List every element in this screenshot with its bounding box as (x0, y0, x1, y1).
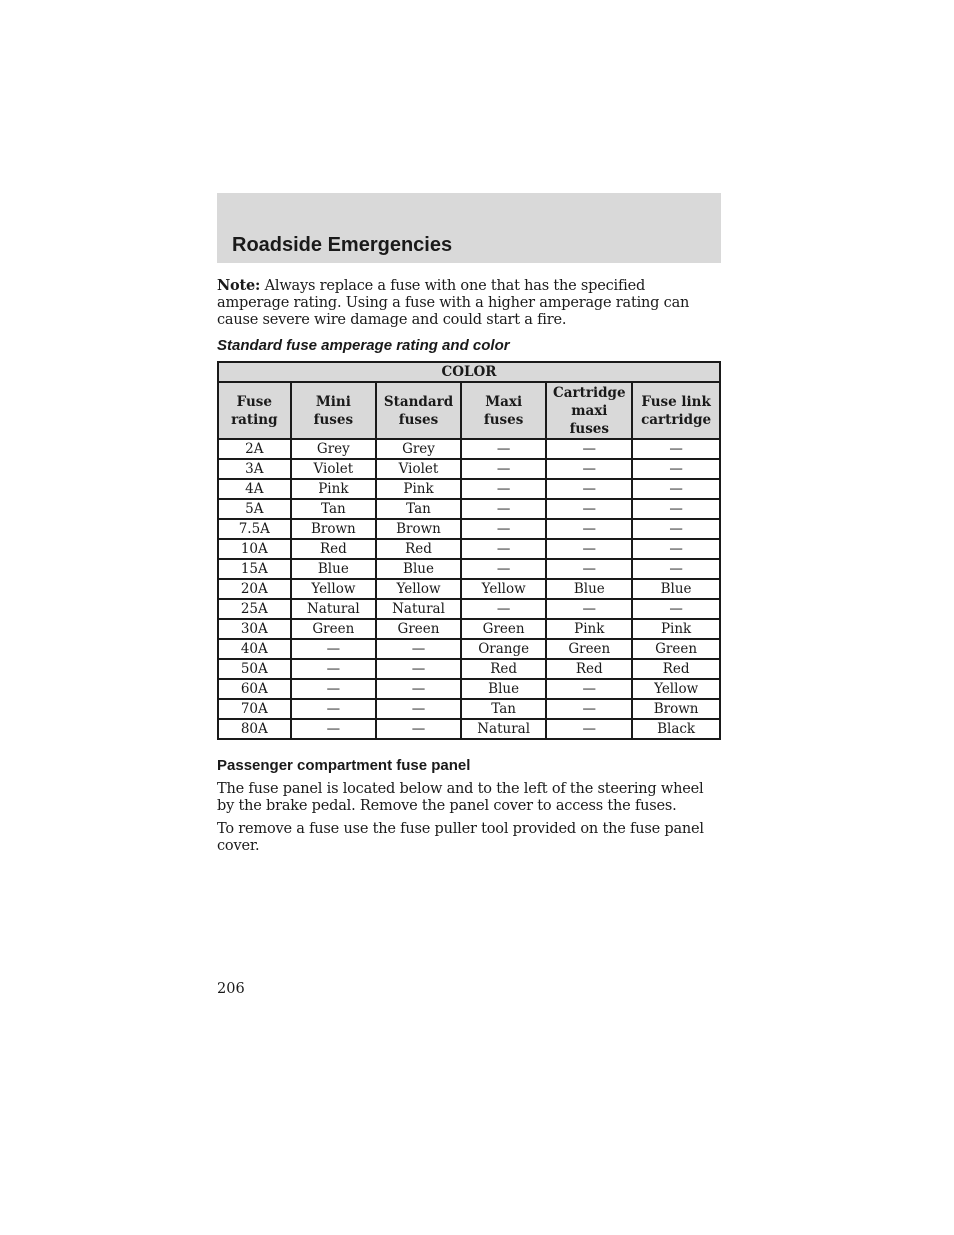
column-header-line: Fuse link (641, 393, 711, 410)
fuse-removal-text: To remove a fuse use the fuse puller tool provided on the fuse panel cover. (217, 821, 704, 854)
column-header-line: Cartridge (553, 384, 626, 401)
column-header-line: maxi (571, 402, 608, 419)
fuse-panel-location-text: The fuse panel is located below and to the left of the steering wheel by the brake pedal. Remove the panel cover to access the fuses. (217, 781, 704, 814)
color-group-header: COLOR (218, 362, 720, 382)
fuse-color-cell: Brown (291, 519, 377, 539)
fuse-color-cell: — (376, 679, 461, 699)
fuse-color-cell: Natural (461, 719, 547, 739)
fuse-color-cell: Blue (461, 679, 547, 699)
fuse-color-cell: — (461, 599, 547, 619)
fuse-color-cell: Yellow (291, 579, 377, 599)
fuse-rating-cell: 3A (218, 459, 291, 479)
column-header-line: Standard (383, 393, 454, 410)
fuse-color-cell: — (632, 519, 720, 539)
fuse-rating-cell: 4A (218, 479, 291, 499)
fuse-color-cell: — (376, 639, 461, 659)
table-row (218, 499, 720, 519)
fuse-color-cell: Yellow (376, 579, 461, 599)
fuse-color-cell: — (461, 439, 547, 459)
fuse-rating-cell: 40A (218, 639, 291, 659)
fuse-color-cell: — (546, 499, 632, 519)
fuse-color-cell: — (291, 699, 377, 719)
fuse-color-cell: Black (632, 719, 720, 739)
column-header-line: cartridge (641, 411, 712, 428)
column-header-line: Maxi (485, 393, 523, 410)
fuse-rating-cell: 2A (218, 439, 291, 459)
fuse-color-cell: Red (291, 539, 377, 559)
fuse-color-cell: — (632, 539, 720, 559)
fuse-color-cell: Grey (291, 439, 377, 459)
fuse-color-table (217, 361, 721, 740)
fuse-color-cell: Pink (546, 619, 632, 639)
fuse-color-cell: — (546, 559, 632, 579)
table-row (218, 659, 720, 679)
note-text: Always replace a fuse with one that has the specified amperage rating. Using a fuse with a higher amperage rating can cause severe wire damage and could start a fire. (217, 278, 690, 328)
fuse-color-cell: Tan (291, 499, 377, 519)
column-header (376, 382, 461, 439)
fuse-rating-cell: 5A (218, 499, 291, 519)
fuse-color-cell: — (632, 499, 720, 519)
note-label: Note: (217, 277, 261, 294)
table-row (218, 719, 720, 739)
table-row (218, 679, 720, 699)
fuse-color-cell: Red (632, 659, 720, 679)
fuse-color-cell: — (461, 459, 547, 479)
fuse-color-cell: — (632, 479, 720, 499)
fuse-rating-cell: 50A (218, 659, 291, 679)
fuse-color-cell: Blue (546, 579, 632, 599)
table-row (218, 439, 720, 459)
fuse-rating-cell: 25A (218, 599, 291, 619)
table-row (218, 459, 720, 479)
column-header-line: fuses (483, 411, 524, 428)
fuse-rating-cell: 80A (218, 719, 291, 739)
fuse-color-cell: — (376, 719, 461, 739)
table-row (218, 599, 720, 619)
column-header-line: fuses (313, 411, 354, 428)
column-header-line: rating (231, 411, 278, 428)
fuse-color-cell: — (546, 519, 632, 539)
fuse-color-cell: Tan (461, 699, 547, 719)
table-row (218, 539, 720, 559)
fuse-color-cell: Green (376, 619, 461, 639)
fuse-color-cell: Red (376, 539, 461, 559)
column-header-line: fuses (569, 420, 609, 437)
page-number: 206 (217, 981, 245, 997)
column-header (218, 382, 291, 439)
fuse-rating-cell: 70A (218, 699, 291, 719)
fuse-color-cell: — (546, 699, 632, 719)
fuse-color-cell: — (546, 479, 632, 499)
fuse-color-cell: — (291, 719, 377, 739)
fuse-color-cell: Green (632, 639, 720, 659)
fuse-color-cell: Natural (376, 599, 461, 619)
fuse-color-cell: — (546, 679, 632, 699)
table-row (218, 639, 720, 659)
fuse-color-cell: Green (461, 619, 547, 639)
fuse-color-cell: Pink (376, 479, 461, 499)
table-row (218, 579, 720, 599)
fuse-color-cell: — (291, 639, 377, 659)
fuse-color-cell: — (632, 439, 720, 459)
fuse-color-cell: Brown (632, 699, 720, 719)
fuse-color-cell: Yellow (461, 579, 547, 599)
fuse-color-cell: — (461, 499, 547, 519)
table-row (218, 559, 720, 579)
fuse-color-cell: — (291, 679, 377, 699)
table-row (218, 699, 720, 719)
fuse-color-cell: — (546, 439, 632, 459)
fuse-color-cell: Tan (376, 499, 461, 519)
fuse-color-cell: — (546, 599, 632, 619)
section-header-band (217, 193, 721, 263)
fuse-color-cell: — (546, 539, 632, 559)
fuse-color-cell: Blue (632, 579, 720, 599)
fuse-color-cell: Brown (376, 519, 461, 539)
fuse-color-cell: Violet (291, 459, 377, 479)
fuse-rating-cell: 10A (218, 539, 291, 559)
fuse-color-cell: Green (291, 619, 377, 639)
fuse-rating-cell: 60A (218, 679, 291, 699)
fuse-color-cell: Violet (376, 459, 461, 479)
fuse-color-cell: — (632, 599, 720, 619)
column-header-line: Mini (315, 393, 351, 410)
fuse-rating-cell: 30A (218, 619, 291, 639)
table-row (218, 619, 720, 639)
fuse-color-cell: — (461, 519, 547, 539)
fuse-color-cell: — (546, 719, 632, 739)
fuse-color-cell: Blue (291, 559, 377, 579)
fuse-color-cell: — (291, 659, 377, 679)
fuse-color-cell: — (461, 479, 547, 499)
column-header (632, 382, 720, 439)
fuse-color-cell: Red (461, 659, 547, 679)
column-header (291, 382, 377, 439)
fuse-color-cell: Red (546, 659, 632, 679)
column-header-line: fuses (398, 411, 439, 428)
fuse-color-cell: — (461, 559, 547, 579)
column-header (461, 382, 547, 439)
fuse-color-cell: — (632, 459, 720, 479)
fuse-color-cell: — (632, 559, 720, 579)
section-title: Roadside Emergencies (232, 234, 453, 256)
fuse-color-cell: Grey (376, 439, 461, 459)
table-row (218, 479, 720, 499)
fuse-rating-cell: 7.5A (218, 519, 291, 539)
fuse-color-cell: — (461, 539, 547, 559)
note-paragraph (217, 277, 721, 329)
table-caption: Standard fuse amperage rating and color (217, 337, 510, 354)
fuse-color-cell: Green (546, 639, 632, 659)
column-header (546, 382, 632, 439)
table-row (218, 519, 720, 539)
fuse-color-cell: Pink (291, 479, 377, 499)
fuse-color-cell: Natural (291, 599, 377, 619)
fuse-color-cell: — (546, 459, 632, 479)
column-header-line: Fuse (236, 393, 272, 410)
fuse-color-cell: — (376, 699, 461, 719)
fuse-color-cell: Blue (376, 559, 461, 579)
passenger-fuse-panel-heading: Passenger compartment fuse panel (217, 757, 471, 774)
fuse-color-cell: Yellow (632, 679, 720, 699)
fuse-rating-cell: 20A (218, 579, 291, 599)
fuse-color-cell: Pink (632, 619, 720, 639)
fuse-color-cell: Orange (461, 639, 547, 659)
fuse-color-cell: — (376, 659, 461, 679)
fuse-rating-cell: 15A (218, 559, 291, 579)
